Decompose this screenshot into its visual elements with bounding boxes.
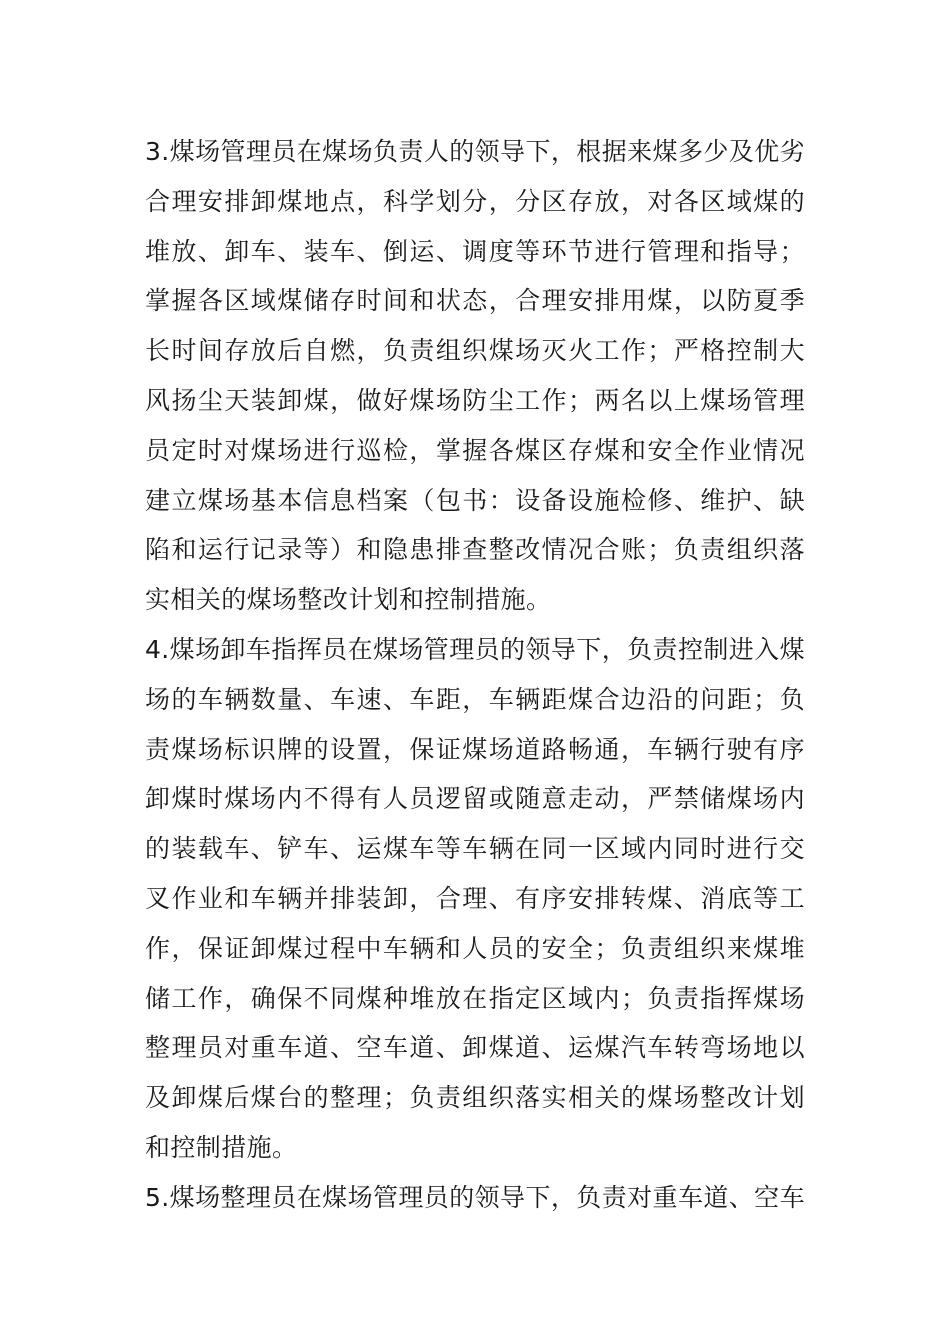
paragraph-4-line-4: 卸煤时煤场内不得有人员逻留或随意走动，严禁储煤场内 [145, 784, 805, 814]
paragraph-4-line-2: 场的车辆数量、车速、车距，车辆距煤合边沿的问距；负 [145, 684, 805, 714]
paragraph-4-line-8: 储工作，确保不同煤种堆放在指定区域内；负责指挥煤场 [145, 983, 805, 1013]
paragraph-3-line-8: 建立煤场基本信息档案（包书：设备设施检修、维护、缺 [145, 485, 805, 515]
paragraph-4-line-9: 整理员对重车道、空车道、卸煤道、运煤汽车转弯场地以 [145, 1033, 805, 1063]
paragraph-4-line-6: 叉作业和车辆并排装卸，合理、有序安排转煤、消底等工 [145, 883, 805, 913]
paragraph-4-line-10: 及卸煤后煤台的整理；负责组织落实相关的煤场整改计划 [145, 1083, 805, 1113]
paragraph-4-line-7: 作，保证卸煤过程中车辆和人员的安全；负责组织来煤堆 [145, 933, 805, 963]
paragraph-4-line-3: 责煤场标识牌的设置，保证煤场道路畅通，车辆行驶有序 [145, 734, 805, 764]
body-text [145, 127, 810, 1223]
paragraph-4-line-1: 4.煤场卸车指挥员在煤场管理员的领导下，负责控制进入煤 [145, 634, 805, 664]
paragraph-4-line-5: 的装载车、铲车、运煤车等车辆在同一区域内同时进行交 [145, 834, 805, 864]
paragraph-3-line-1: 3.煤场管理员在煤场负责人的领导下，根据来煤多少及优劣 [145, 137, 805, 166]
paragraph-3-line-4: 掌握各区域煤储存时间和状态，合理安排用煤，以防夏季 [145, 286, 805, 316]
paragraph-3-line-10: 实相关的煤场整改计划和控制措施。 [145, 585, 552, 615]
paragraph-3-line-6: 风扬尘天装卸煤，做好煤场防尘工作；两名以上煤场管理 [145, 385, 805, 415]
paragraph-4-line-11: 和控制措施。 [145, 1132, 298, 1162]
paragraph-5-line-1: 5.煤场整理员在煤场管理员的领导下，负责对重车道、空车 [145, 1182, 805, 1212]
paragraph-3-line-5: 长时间存放后自燃，负责组织煤场灭火工作；严格控制大 [145, 336, 805, 366]
paragraph-3-line-9: 陷和运行记录等）和隐患排查整改情况合账；负责组织落 [145, 535, 805, 565]
paragraph-3-line-7: 员定时对煤场进行巡检，掌握各煤区存煤和安全作业情况 [145, 435, 805, 465]
paragraph-3-line-2: 合理安排卸煤地点，科学划分，分区存放，对各区域煤的 [145, 186, 805, 216]
paragraph-3-line-3: 堆放、卸车、装车、倒运、调度等环节进行管理和指导； [145, 236, 805, 266]
